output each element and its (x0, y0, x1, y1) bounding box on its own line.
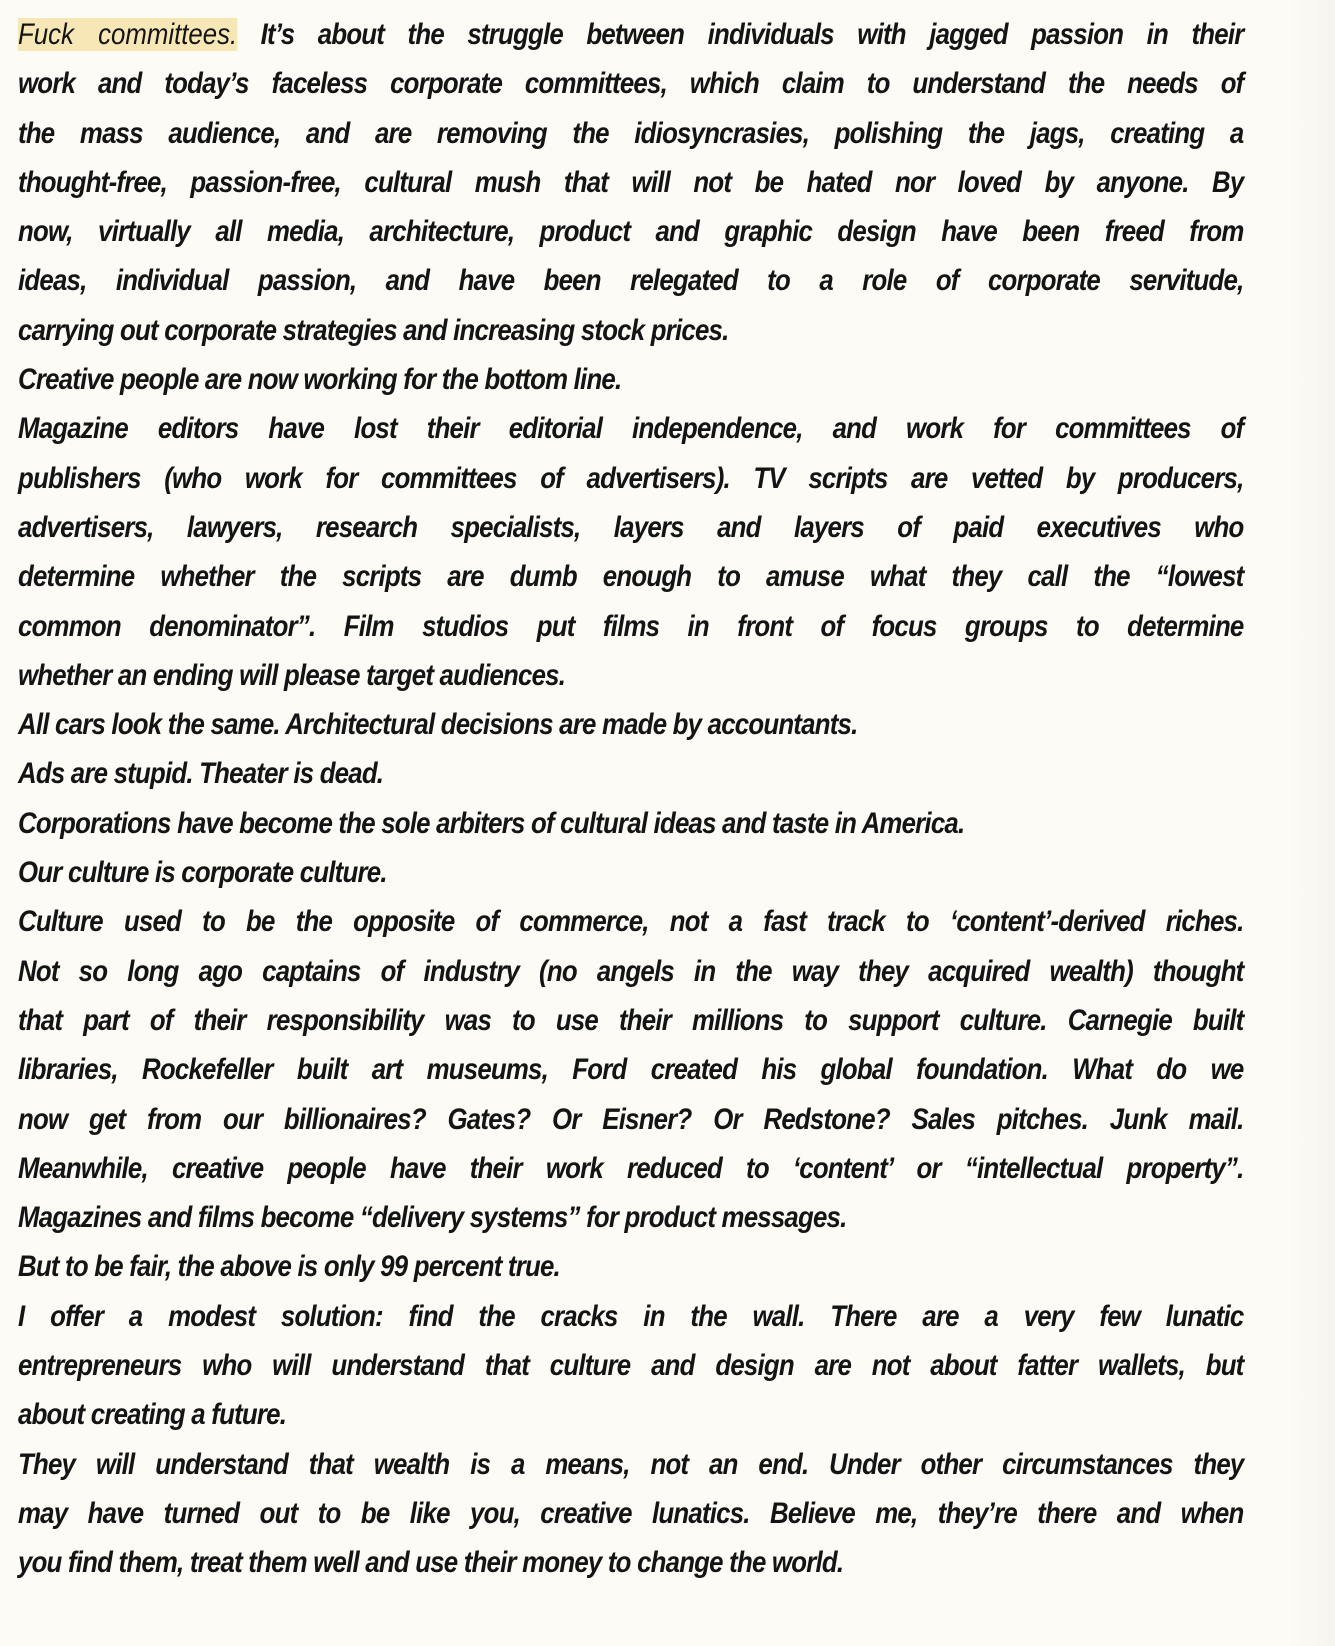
manifesto-text (18, 10, 1317, 1588)
text-line-3: the mass audience, and are removing the idiosyncrasies, polishing the jags, creating a (18, 116, 1244, 150)
text-line-32: you find them, treat them well and use their money to change the world. (18, 1546, 844, 1580)
text-line-11: advertisers, lawyers, research specialists, layers and layers of paid executives who (18, 510, 1244, 544)
text-line-13: common denominator”. Film studios put films in front of focus groups to determine (18, 609, 1244, 643)
text-line-1 (18, 10, 1244, 59)
text-line-19: Culture used to be the opposite of commerce, not a fast track to ‘content’-derived riches. (18, 905, 1244, 939)
text-line-7: carrying out corporate strategies and increasing stock prices. (18, 313, 729, 347)
text-line-30: They will understand that wealth is a means, not an end. Under other circumstances they (18, 1447, 1244, 1481)
text-line-6: ideas, individual passion, and have been relegated to a role of corporate servitude, (18, 264, 1244, 298)
text-line-27: I offer a modest solution: find the cracks in the wall. There are a very few lunatic (18, 1299, 1244, 1333)
text-line-12: determine whether the scripts are dumb enough to amuse what they call the “lowest (18, 560, 1244, 594)
text-line-1-rest: It’s about the struggle between individuals with jagged passion in their (237, 18, 1244, 51)
text-line-24: Meanwhile, creative people have their work reduced to ‘content’ or “intellectual property”. (18, 1151, 1244, 1185)
text-line-29: about creating a future. (18, 1398, 287, 1432)
text-line-20: Not so long ago captains of industry (no angels in the way they acquired wealth) thought (18, 954, 1244, 988)
text-line-22: libraries, Rockefeller built art museums, Ford created his global foundation. What do we (18, 1053, 1244, 1087)
text-line-9: Magazine editors have lost their editorial independence, and work for committees of (18, 412, 1244, 446)
text-line-4: thought-free, passion-free, cultural mush that will not be hated nor loved by anyone. By (18, 165, 1244, 199)
highlighted-phrase: Fuck committees. (18, 18, 238, 51)
text-line-10: publishers (who work for committees of advertisers). TV scripts are vetted by producers, (18, 461, 1244, 495)
text-line-25: Magazines and films become “delivery systems” for product messages. (18, 1201, 847, 1235)
text-line-23: now get from our billionaires? Gates? Or Eisner? Or Redstone? Sales pitches. Junk mail. (18, 1102, 1244, 1136)
text-line-16: Ads are stupid. Theater is dead. (18, 757, 384, 791)
text-line-17: Corporations have become the sole arbiters of cultural ideas and taste in America. (18, 806, 965, 840)
text-line-18: Our culture is corporate culture. (18, 856, 387, 890)
text-line-31: may have turned out to be like you, creative lunatics. Believe me, they’re there and when (18, 1496, 1244, 1530)
text-line-14: whether an ending will please target audiences. (18, 658, 566, 692)
text-line-15: All cars look the same. Architectural decisions are made by accountants. (18, 708, 858, 742)
text-line-2: work and today’s faceless corporate committees, which claim to understand the needs of (18, 67, 1244, 101)
text-line-5: now, virtually all media, architecture, product and graphic design have been freed from (18, 215, 1244, 249)
text-line-8: Creative people are now working for the bottom line. (18, 363, 622, 397)
text-line-26: But to be fair, the above is only 99 percent true. (18, 1250, 560, 1284)
text-line-21: that part of their responsibility was to use their millions to support culture. Carnegie built (18, 1003, 1244, 1037)
text-line-28: entrepreneurs who will understand that culture and design are not about fatter wallets, but (18, 1349, 1244, 1383)
